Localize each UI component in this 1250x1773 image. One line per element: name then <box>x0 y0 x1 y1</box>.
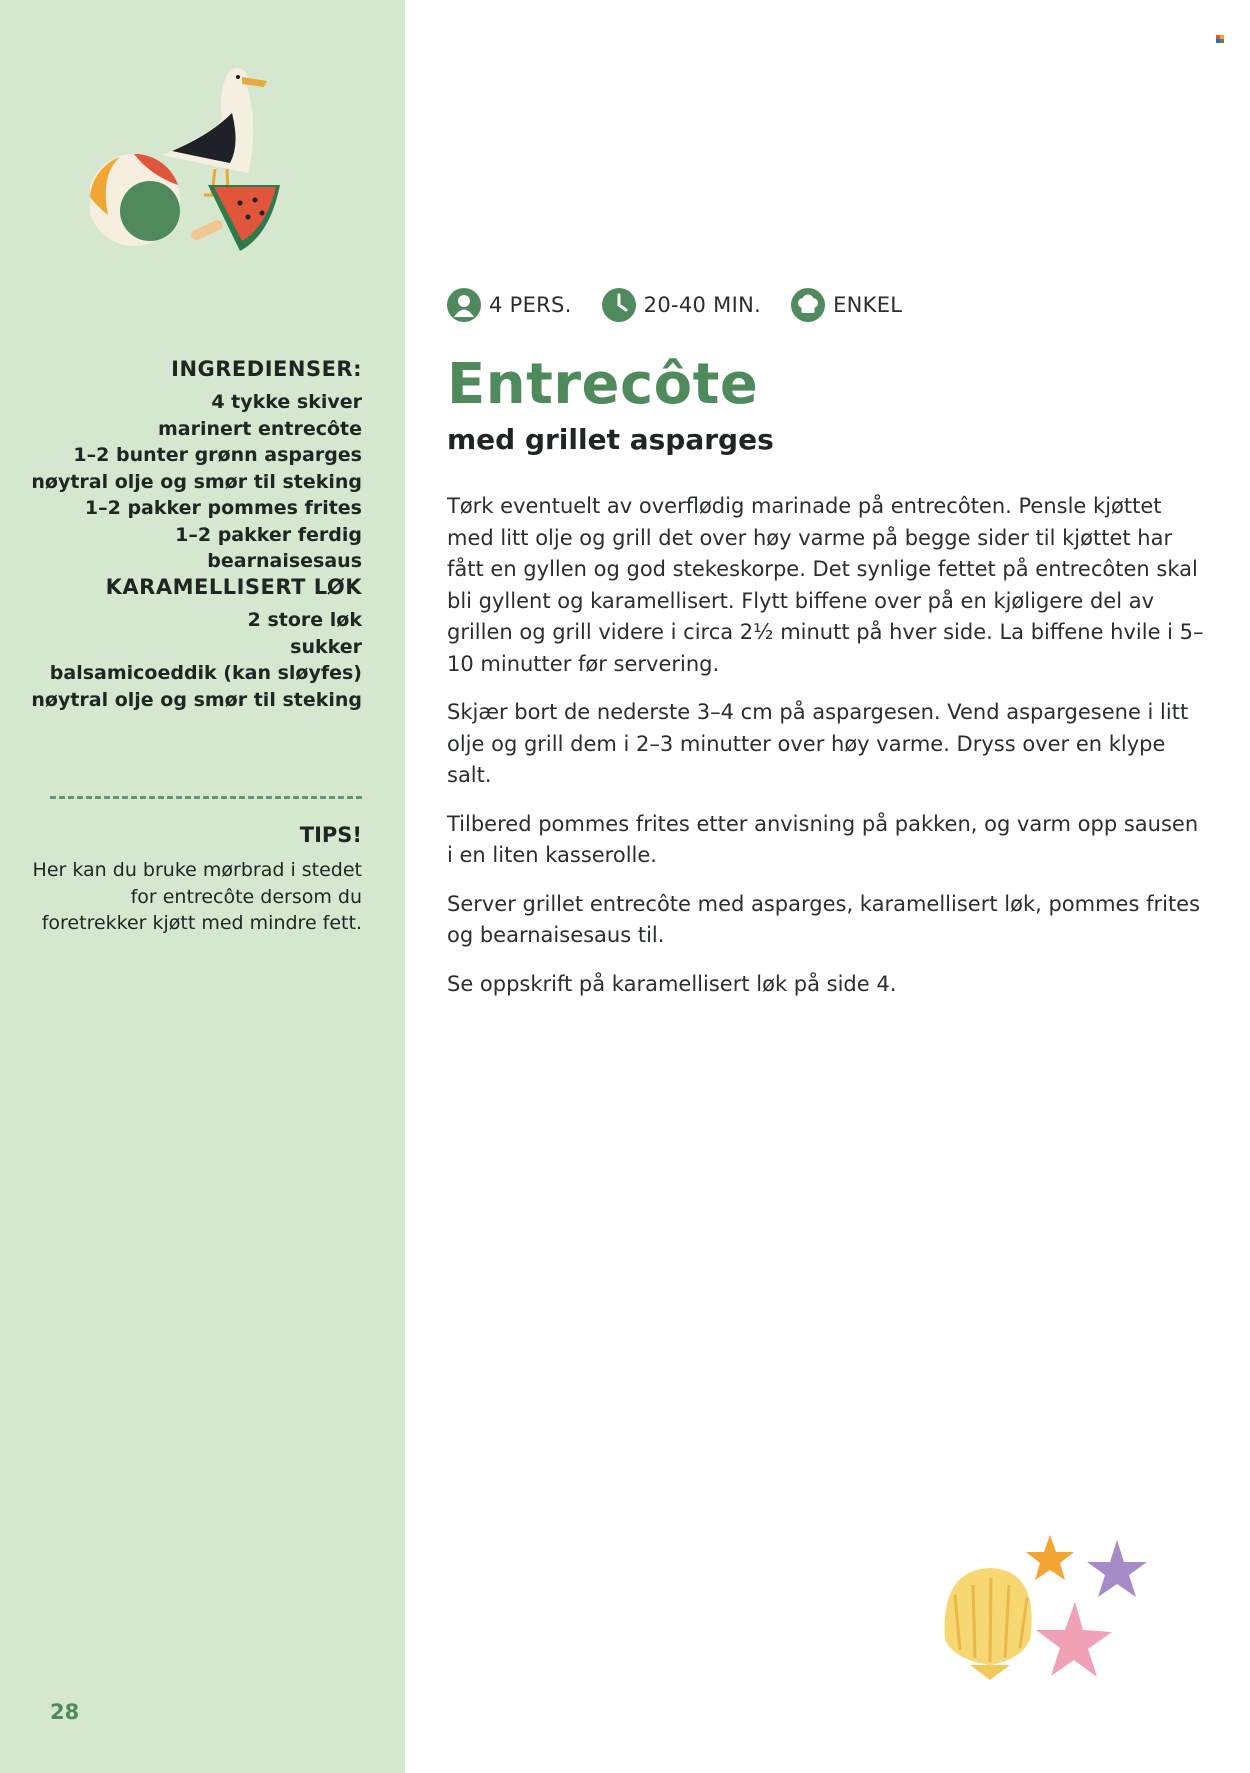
scallop-shell-icon <box>945 1568 1032 1680</box>
instruction-paragraph: Tilbered pommes frites etter anvisning på pakken, og varm opp sausen i en liten kasserolle. <box>447 811 1199 867</box>
onion-section <box>22 575 362 713</box>
person-icon <box>447 288 481 322</box>
ingredient-item: marinert entrecôte <box>157 417 362 440</box>
instruction-paragraph: Se oppskrift på karamellisert løk på side 4. <box>447 971 897 996</box>
recipe-instructions <box>447 491 1207 1017</box>
ingredient-item: balsamicoeddik (kan sløyfes) <box>49 662 362 684</box>
tips-heading: TIPS! <box>299 823 362 847</box>
instruction-paragraph: Tørk eventuelt av overflødig marinade på entrecôten. Pensle kjøttet med litt olje og grill det over høy varme på begge sider til kjøttet har fått en gyllen og god stekeskorpe. Det synlige fettet på entrecôten skal bli gyllent og karamellisert. Flytt biffene over på en kjøligere del av grillen og grill videre i circa 2½ minutt på hver side. La biffene hvile i 5–10 minutter før servering. <box>447 494 1204 676</box>
recipe-subtitle: med grillet asparges <box>447 423 774 456</box>
watermelon-icon <box>189 185 280 251</box>
brand-mark-icon <box>1216 35 1224 43</box>
tips-section <box>22 823 362 937</box>
recipe-title: Entrecôte <box>447 352 759 417</box>
meta-time <box>602 288 761 322</box>
ingredient-item: 1–2 bunter grønn asparges <box>73 444 362 466</box>
starfish-icon <box>1026 1535 1074 1580</box>
instruction-paragraph: Skjær bort de nederste 3–4 cm på aspargesen. Vend aspargesene i litt olje og grill dem i 2–3 minutter over høy varme. Dryss over en klype salt. <box>447 700 1189 787</box>
seagull-icon <box>162 68 267 195</box>
tips-text: Her kan du bruke mørbrad i stedet for entrecôte dersom du foretrekker kjøtt med mindre fett. <box>32 859 362 934</box>
seashells-illustration <box>935 1530 1165 1710</box>
ingredient-item: 1–2 pakker pommes frites <box>84 497 362 519</box>
clock-icon <box>602 288 636 322</box>
onion-list <box>22 607 362 713</box>
difficulty-label: ENKEL <box>833 293 903 317</box>
recipe-meta <box>447 287 932 323</box>
ingredients-list <box>22 389 362 575</box>
meta-servings <box>447 288 572 322</box>
sidebar-panel <box>0 0 405 1773</box>
meta-difficulty <box>791 288 902 322</box>
ingredients-section <box>22 357 362 575</box>
beach-ball-icon <box>90 154 180 246</box>
onion-heading: KARAMELLISERT LØK <box>105 575 362 599</box>
ingredient-item: sukker <box>290 635 362 658</box>
ingredient-item: 2 store løk <box>247 609 362 631</box>
instruction-paragraph: Server grillet entrecôte med asparges, karamellisert løk, pommes frites og bearnaisesaus til. <box>447 891 1201 947</box>
starfish-icon <box>1087 1540 1147 1597</box>
dashed-divider <box>50 796 362 799</box>
page-number: 28 <box>50 1700 80 1724</box>
ingredient-item: 4 tykke skiver <box>211 391 362 413</box>
ingredient-item: nøytral olje og smør til steking <box>31 688 362 711</box>
ingredient-item: 1–2 pakker ferdig bearnaisesaus <box>175 523 362 572</box>
time-label: 20-40 MIN. <box>643 293 762 317</box>
starfish-icon <box>1036 1602 1112 1677</box>
ingredient-item: nøytral olje og smør til steking <box>31 470 362 493</box>
ingredients-heading: INGREDIENSER: <box>171 357 362 381</box>
servings-label: 4 PERS. <box>489 293 572 317</box>
summer-illustration <box>90 65 330 295</box>
chef-hat-icon <box>791 288 825 322</box>
